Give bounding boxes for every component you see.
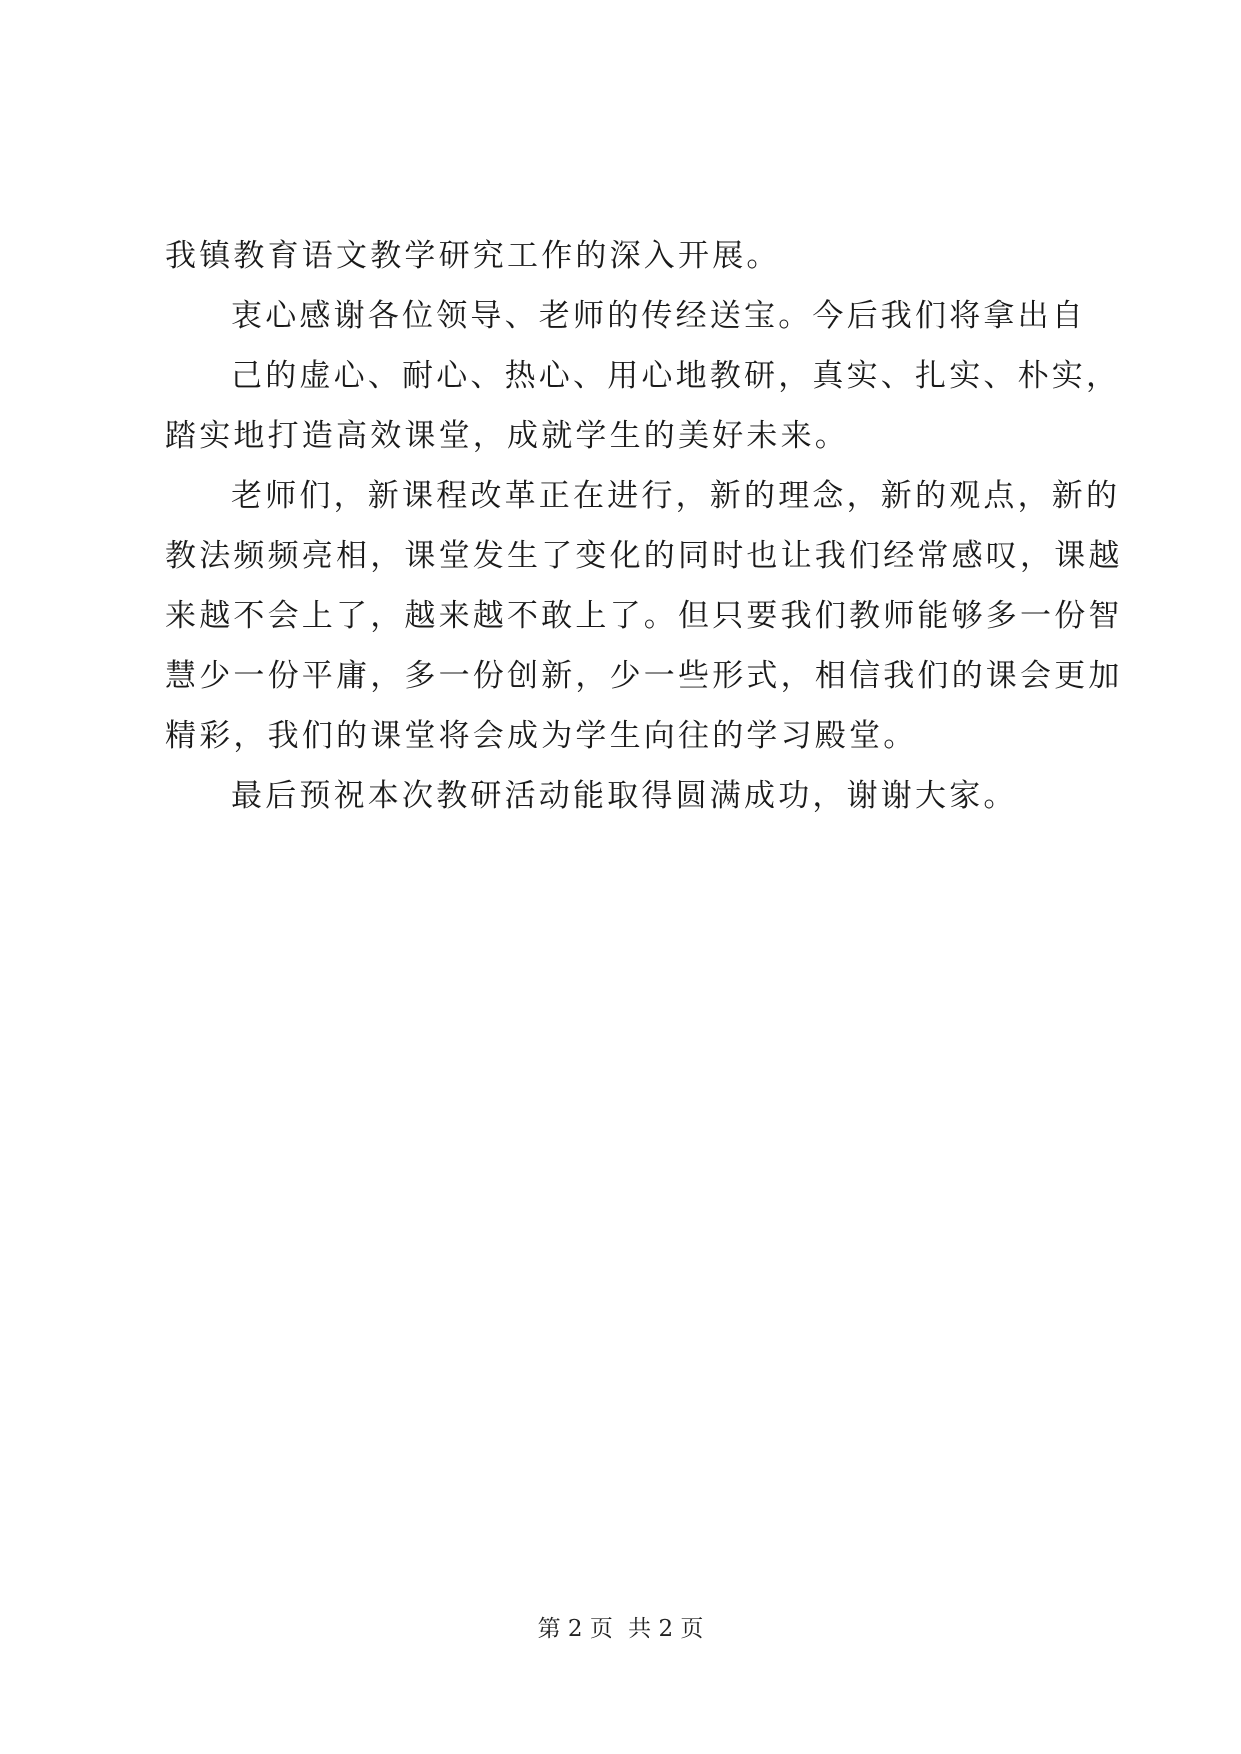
text-line: 来越不会上了，越来越不敢上了。但只要我们教师能够多一份智 — [165, 598, 1123, 634]
text-line: 最后预祝本次教研活动能取得圆满成功，谢谢大家。 — [231, 778, 1018, 814]
text-line: 衷心感谢各位领导、老师的传经送宝。今后我们将拿出自 — [231, 298, 1086, 334]
page-number-current: 第 2 页 — [537, 1616, 613, 1642]
page-number-total: 共 2 页 — [628, 1616, 704, 1642]
text-line: 己的虚心、耐心、热心、用心地教研，真实、扎实、朴实， — [231, 358, 1121, 394]
text-line: 教法频频亮相，课堂发生了变化的同时也让我们经常感叹，课越 — [165, 538, 1123, 574]
text-line: 踏实地打造高效课堂，成就学生的美好未来。 — [165, 418, 849, 454]
page-footer — [0, 1610, 1241, 1643]
text-line: 老师们，新课程改革正在进行，新的理念，新的观点，新的 — [231, 478, 1121, 514]
text-line: 精彩，我们的课堂将会成为学生向往的学习殿堂。 — [165, 718, 918, 754]
document-body — [165, 226, 1123, 826]
text-line: 我镇教育语文教学研究工作的深入开展。 — [165, 238, 781, 274]
text-line: 慧少一份平庸，多一份创新，少一些形式，相信我们的课会更加 — [165, 658, 1123, 694]
